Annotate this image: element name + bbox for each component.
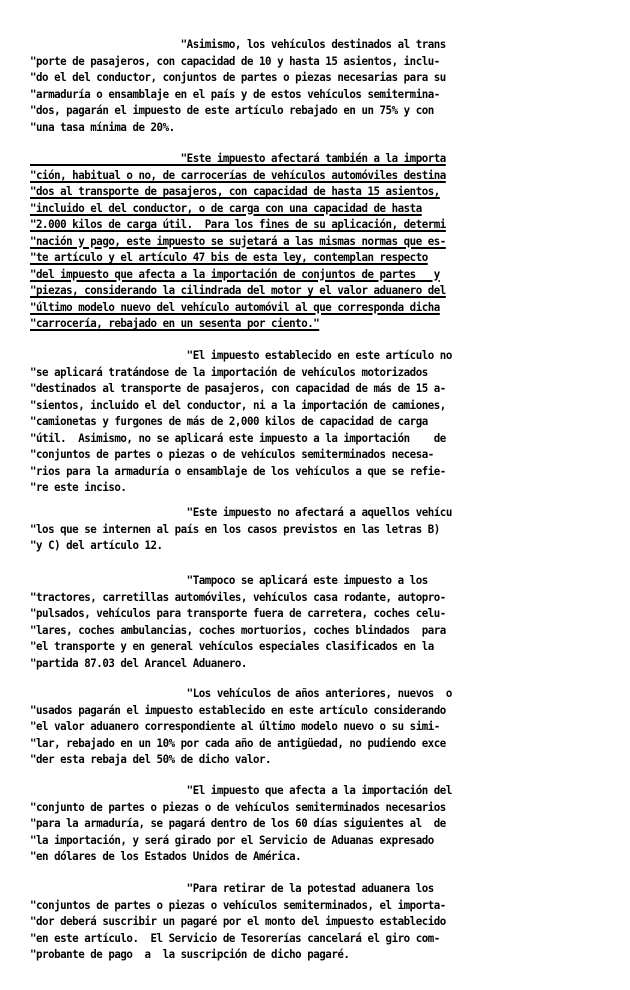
text-line: "lares, coches ambulancias, coches mortuorios, coches blindados para	[30, 622, 446, 637]
paragraph-vehiculos-pasajeros	[30, 36, 610, 135]
text-line: "Este impuesto no afectará a aquellos vehícu	[30, 505, 452, 519]
paragraph-exencion-vehiculos	[30, 347, 610, 496]
text-line: "te artículo y el artículo 47 bis de esta ley, contemplan respecto	[30, 250, 428, 264]
text-line: "dor deberá suscribir un pagaré por el monto del impuesto establecido	[30, 914, 446, 928]
text-line: "der esta rebaja del 50% de dicho valor.	[30, 752, 272, 766]
text-line: "tractores, carretillas automóviles, vehículos casa rodante, autopro-	[30, 589, 446, 604]
text-line: "Asimismo, los vehículos destinados al trans	[30, 37, 446, 51]
text-line: "ción, habitual o no, de carrocerías de vehículos automóviles destina	[30, 167, 446, 182]
text-line: "útil. Asimismo, no se aplicará este impuesto a la importación de	[30, 430, 446, 445]
text-line: "re este inciso.	[30, 480, 127, 494]
text-line: "probante de pago a la suscripción de dicho pagaré.	[30, 947, 350, 961]
text-line: "conjuntos de partes o piezas o de vehículos semiterminados necesa-	[30, 447, 434, 461]
text-line: "conjunto de partes o piezas o de vehículos semiterminados necesarios	[30, 799, 446, 814]
text-line: "lar, rebajado en un 10% por cada año de antigüedad, no pudiendo exce	[30, 735, 446, 750]
text-line: "del impuesto que afecta a la importación de conjuntos de partes y	[30, 266, 440, 281]
text-line: "carrocería, rebajado en un sesenta por ciento."	[30, 316, 320, 330]
paragraph-carrocerias	[30, 150, 610, 332]
text-line: "rios para la armaduría o ensamblaje de los vehículos a que se refie-	[30, 463, 446, 478]
text-line: "Tampoco se aplicará este impuesto a los	[30, 573, 428, 587]
text-line: "Los vehículos de años anteriores, nuevos o	[30, 686, 452, 700]
paragraph-pago-impuesto	[30, 782, 610, 865]
paragraph-pagare	[30, 880, 610, 963]
text-line: "conjuntos de partes o piezas o vehículos semiterminados, el importa-	[30, 897, 446, 912]
text-line: "dos, pagarán el impuesto de este artículo rebajado en un 75% y con	[30, 103, 434, 117]
text-line: "Para retirar de la potestad aduanera los	[30, 881, 434, 895]
text-line: "sientos, incluido el del conductor, ni a la importación de camiones,	[30, 397, 446, 412]
text-line: "último modelo nuevo del vehículo automóvil al que corresponda dicha	[30, 299, 440, 314]
text-line: "nación y pago, este impuesto se sujetará a las mismas normas que es-	[30, 233, 446, 248]
text-line: "en dólares de los Estados Unidos de América.	[30, 849, 302, 863]
text-line: "armaduría o ensamblaje en el país y de estos vehículos semitermina-	[30, 86, 440, 101]
text-line: "camionetas y furgones de más de 2,000 kilos de capacidad de carga	[30, 414, 428, 428]
text-line: "el transporte y en general vehículos especiales clasificados en la	[30, 639, 434, 653]
text-line: "porte de pasajeros, con capacidad de 10 y hasta 15 asientos, inclu-	[30, 53, 440, 68]
text-line: "2.000 kilos de carga útil. Para los fines de su aplicación, determi	[30, 217, 446, 231]
text-line: "Este impuesto afectará también a la importa	[30, 151, 446, 165]
text-line: "piezas, considerando la cilindrada del motor y el valor aduanero del	[30, 283, 446, 297]
text-line: "El impuesto establecido en este artículo no	[30, 348, 452, 362]
text-line: "destinados al transporte de pasajeros, con capacidad de más de 15 a-	[30, 381, 446, 395]
text-line: "en este artículo. El Servicio de Tesorerías cancelará el giro com-	[30, 930, 440, 945]
text-line: "El impuesto que afecta a la importación del	[30, 783, 452, 797]
text-line: "la importación, y será girado por el Servicio de Aduanas expresado	[30, 832, 434, 847]
text-line: "los que se internen al país en los casos previstos en las letras B)	[30, 521, 440, 536]
text-line: "y C) del artículo 12.	[30, 538, 163, 552]
text-line: "pulsados, vehículos para transporte fuera de carretera, coches celu-	[30, 606, 446, 620]
text-line: "una tasa mínima de 20%.	[30, 119, 175, 134]
text-line: "incluido el del conductor, o de carga con una capacidad de hasta	[30, 200, 422, 215]
text-line: "usados pagarán el impuesto establecido en este artículo considerando	[30, 702, 446, 717]
paragraph-vehiculos-anteriores	[30, 685, 610, 768]
text-line: "do el del conductor, conjuntos de partes o piezas necesarias para su	[30, 70, 446, 84]
text-line: "se aplicará tratándose de la importación de vehículos motorizados	[30, 364, 428, 379]
paragraph-vehiculos-especiales	[30, 572, 610, 671]
paragraph-internacion	[30, 504, 610, 554]
text-line: "para la armaduría, se pagará dentro de los 60 días siguientes al de	[30, 816, 446, 830]
text-line: "partida 87.03 del Arancel Aduanero.	[30, 655, 247, 670]
text-line: "dos al transporte de pasajeros, con capacidad de hasta 15 asientos,	[30, 184, 440, 198]
text-line: "el valor aduanero correspondiente al último modelo nuevo o su simi-	[30, 719, 440, 733]
